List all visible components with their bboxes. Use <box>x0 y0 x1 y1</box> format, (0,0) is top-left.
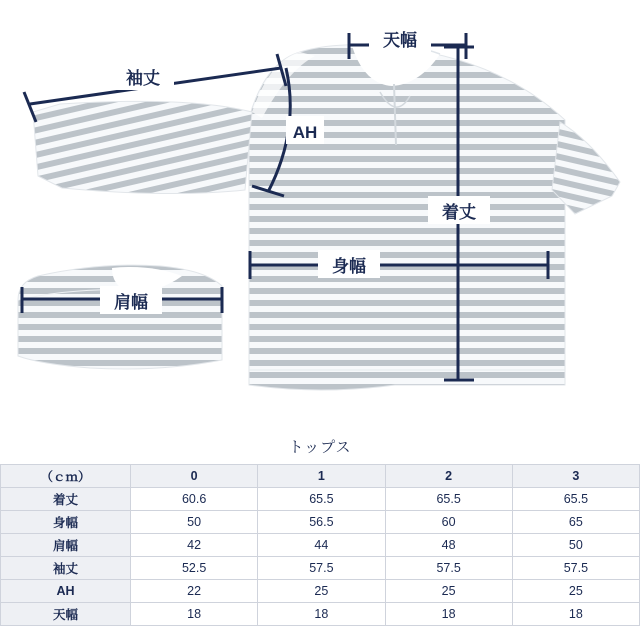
cell-value: 42 <box>131 534 258 557</box>
size-header-0: 0 <box>131 465 258 488</box>
cell-value: 65.5 <box>258 488 385 511</box>
cell-value: 52.5 <box>131 557 258 580</box>
cell-value: 18 <box>258 603 385 626</box>
table-row <box>1 511 640 534</box>
cell-value: 56.5 <box>258 511 385 534</box>
cell-value: 60.6 <box>131 488 258 511</box>
table-row <box>1 580 640 603</box>
cell-value: 65 <box>512 511 639 534</box>
cell-value: 65.5 <box>385 488 512 511</box>
cell-value: 60 <box>385 511 512 534</box>
table-row <box>1 534 640 557</box>
table-row <box>1 603 640 626</box>
row-label: 天幅 <box>1 603 131 626</box>
cell-value: 65.5 <box>512 488 639 511</box>
cell-value: 22 <box>131 580 258 603</box>
row-label: 身幅 <box>1 511 131 534</box>
cell-value: 48 <box>385 534 512 557</box>
cell-value: 57.5 <box>512 557 639 580</box>
cell-value: 25 <box>385 580 512 603</box>
table-row <box>1 488 640 511</box>
cell-value: 50 <box>131 511 258 534</box>
cell-value: 57.5 <box>385 557 512 580</box>
label-armhole: AH <box>292 123 318 142</box>
row-label: 袖丈 <box>1 557 131 580</box>
cell-value: 25 <box>512 580 639 603</box>
cell-value: 50 <box>512 534 639 557</box>
row-label: 着丈 <box>1 488 131 511</box>
cell-value: 18 <box>512 603 639 626</box>
cell-value: 25 <box>258 580 385 603</box>
table-header-row <box>1 465 640 488</box>
size-table <box>0 464 640 626</box>
cell-value: 18 <box>131 603 258 626</box>
label-sleeve-length: 袖丈 <box>126 69 160 88</box>
size-table-area <box>0 430 640 640</box>
row-label: AH <box>1 580 131 603</box>
label-body-length: 着丈 <box>442 203 476 222</box>
size-header-1: 1 <box>258 465 385 488</box>
table-row <box>1 557 640 580</box>
table-title: トップス <box>288 439 352 456</box>
label-shoulder-width: 肩幅 <box>114 293 148 312</box>
row-label: 肩幅 <box>1 534 131 557</box>
label-neck-width: 天幅 <box>383 31 417 50</box>
size-header-3: 3 <box>512 465 639 488</box>
unit-header: （ｃｍ） <box>1 465 131 488</box>
cell-value: 44 <box>258 534 385 557</box>
cell-value: 18 <box>385 603 512 626</box>
size-header-2: 2 <box>385 465 512 488</box>
shirt-shoulder-detail <box>18 265 222 369</box>
cell-value: 57.5 <box>258 557 385 580</box>
label-body-width: 身幅 <box>332 257 366 276</box>
